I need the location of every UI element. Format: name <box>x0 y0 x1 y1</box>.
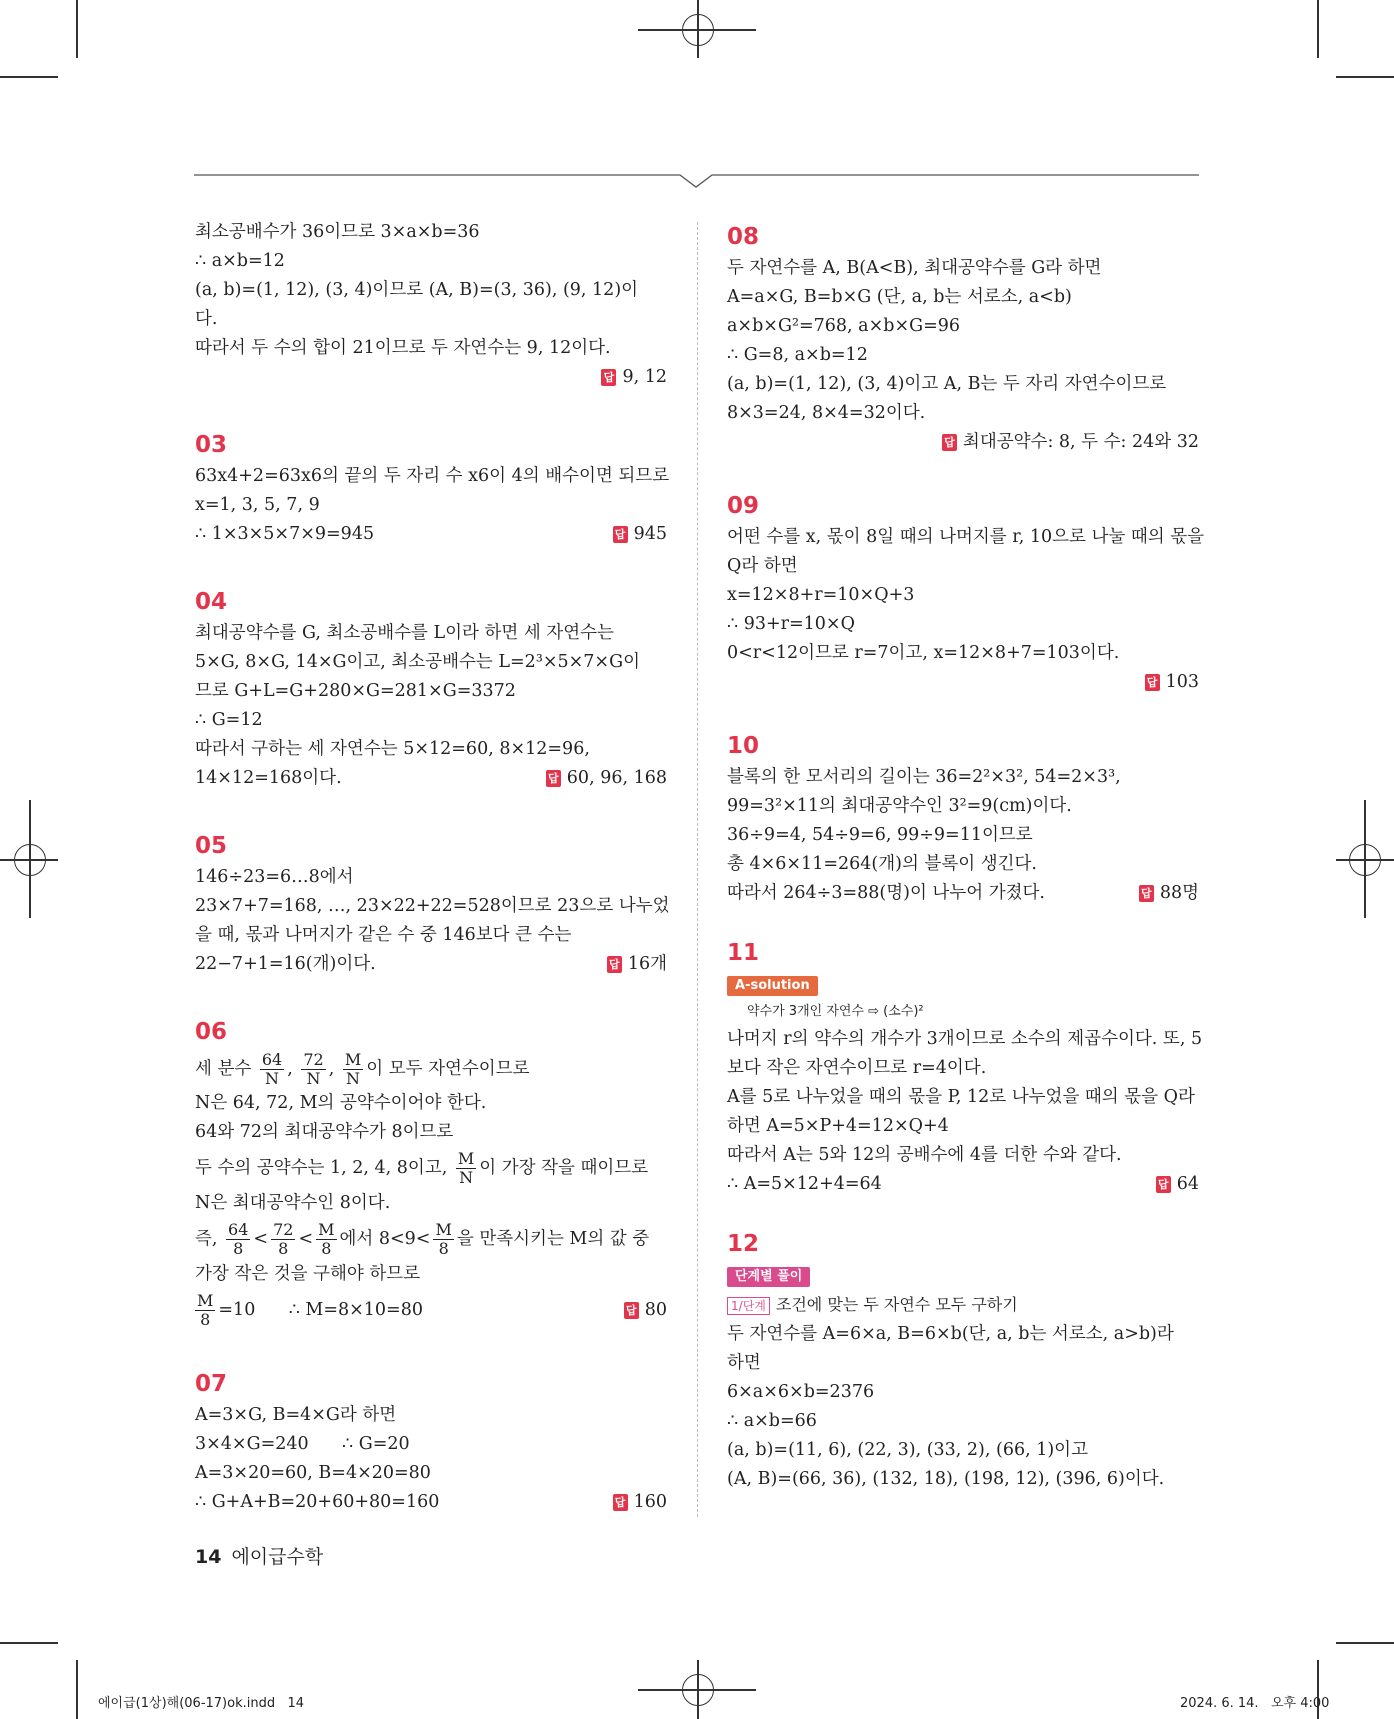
text-line: a×b×G²=768, a×b×G=96 <box>727 316 961 336</box>
answer-mark-icon: 답 <box>613 526 628 543</box>
problem-number: 03 <box>195 432 228 458</box>
solution-02-continued <box>195 218 667 392</box>
fraction <box>316 1221 336 1258</box>
a-solution-tag: A-solution <box>727 976 818 996</box>
fraction <box>301 1051 325 1088</box>
solution-05 <box>195 831 670 979</box>
text-line: 다. <box>195 309 218 329</box>
numerator: 64 <box>228 1220 249 1239</box>
text-line: 따라서 264÷3=88(명)이 나누어 가졌다. <box>727 883 1045 903</box>
answer-mark-icon: 답 <box>607 956 622 973</box>
text-line: 8×3=24, 8×4=32이다. <box>727 403 926 423</box>
left-column <box>195 218 670 1555</box>
text-line: 두 자연수를 A=6×a, B=6×b(단, a, b는 서로소, a>b)라 <box>727 1324 1174 1344</box>
step-text: 조건에 맞는 두 자연수 모두 구하기 <box>775 1295 1018 1314</box>
text-line: x=1, 3, 5, 7, 9 <box>195 495 320 515</box>
text-fragment: 세 분수 <box>195 1059 252 1079</box>
solution-11 <box>727 938 1203 1199</box>
text-line: 3×4×G=240 ∴ G=20 <box>195 1434 410 1454</box>
text-line: 세 분수 $\frac{64}{N}$ , $\frac{72}{N}$ , $\frac{M}{N}$ 이 모두 자연수이므로 <box>195 1050 530 1088</box>
numerator: 72 <box>303 1050 324 1069</box>
text-line: 5×G, 8×G, 14×G이고, 최소공배수는 L=2³×5×7×G이 <box>195 652 640 672</box>
registration-mark-icon <box>682 14 714 46</box>
answer-mark-icon: 답 <box>942 434 957 451</box>
text-line: 총 4×6×11=264(개)의 블록이 생긴다. <box>727 854 1037 874</box>
crop-mark <box>0 76 58 78</box>
print-slug-file: 에이급(1상)해(06-17)ok.indd 14 <box>98 1696 305 1711</box>
registration-mark-icon <box>1349 844 1381 876</box>
fraction <box>271 1221 295 1258</box>
text-line: ∴ A=5×12+4=64 <box>727 1174 882 1194</box>
denominator: 8 <box>438 1239 449 1258</box>
step-word: 단계 <box>742 1299 766 1313</box>
problem-number: 11 <box>727 940 760 966</box>
numerator: 72 <box>273 1220 294 1239</box>
text-line: (a, b)=(1, 12), (3, 4)이므로 (A, B)=(3, 36), (9, 12)이 <box>195 280 639 300</box>
denominator: 8 <box>278 1239 289 1258</box>
fraction <box>226 1221 250 1258</box>
text-line: A=3×G, B=4×G라 하면 <box>195 1405 397 1425</box>
text-line: 따라서 A는 5와 12의 공배수에 4를 더한 수와 같다. <box>727 1145 1122 1165</box>
text-line: 보다 작은 자연수이므로 r=4이다. <box>727 1058 987 1078</box>
text-fragment: < <box>298 1229 314 1249</box>
step-heading <box>727 1290 1199 1320</box>
text-line: A=a×G, B=b×G (단, a, b는 서로소, a<b) <box>727 287 1072 307</box>
numerator: M <box>197 1291 214 1310</box>
text-fragment: 즉, <box>195 1229 218 1249</box>
answer-value: 945 <box>633 524 667 544</box>
text-line: 따라서 두 수의 합이 21이므로 두 자연수는 9, 12이다. <box>195 338 611 358</box>
text-line: 최소공배수가 36이므로 3×a×b=36 <box>195 222 480 242</box>
registration-mark-icon <box>14 844 46 876</box>
problem-number: 10 <box>727 733 760 759</box>
header-rule <box>194 168 1199 190</box>
text-line <box>195 1218 667 1260</box>
text-fragment: 을 만족시키는 M의 값 중 <box>456 1229 650 1249</box>
solution-09 <box>727 491 1205 697</box>
solution-06 <box>195 1017 667 1331</box>
text-line: N은 64, 72, M의 공약수이어야 한다. <box>195 1093 487 1113</box>
answer-value: 최대공약수: 8, 두 수: 24와 32 <box>962 432 1199 452</box>
answer-value: 60, 96, 168 <box>566 768 667 788</box>
numerator: 64 <box>261 1050 283 1069</box>
book-title: 에이급수학 <box>231 1546 324 1568</box>
fraction <box>195 1292 215 1329</box>
answer-row <box>195 520 667 549</box>
crop-mark <box>76 1660 78 1719</box>
answer-mark-icon: 답 <box>1139 885 1154 902</box>
text-line: 0<r<12이므로 r=7이고, x=12×8+7=103이다. <box>727 643 1120 663</box>
text-line: 따라서 구하는 세 자연수는 5×12=60, 8×12=96, <box>195 739 590 759</box>
answer-mark-icon: 답 <box>1145 674 1160 691</box>
denominator: 8 <box>233 1239 244 1258</box>
text-line: 36÷9=4, 54÷9=6, 99÷9=11이므로 <box>727 825 1033 845</box>
answer <box>1139 879 1199 908</box>
text-line: 두 자연수를 A, B(A<B), 최대공약수를 G라 하면 <box>727 258 1102 278</box>
text-fragment: 에서 8<9< <box>339 1229 431 1249</box>
text-fragment: =10 ∴ M=8×10=80 <box>218 1300 423 1320</box>
crop-mark <box>76 0 78 58</box>
text-line: 14×12=168이다. <box>195 768 342 788</box>
solution-10 <box>727 731 1199 908</box>
registration-mark-icon <box>682 1674 714 1706</box>
answer-mark-icon: 답 <box>613 1494 628 1511</box>
text-line: 가장 작은 것을 구해야 하므로 <box>195 1264 421 1284</box>
text-line: 하면 A=5×P+4=12×Q+4 <box>727 1116 949 1136</box>
crop-mark <box>1336 1642 1394 1644</box>
answer-mark-icon: 답 <box>624 1302 639 1319</box>
answer <box>546 764 667 793</box>
answer-value: 9, 12 <box>622 367 667 387</box>
fraction <box>343 1051 363 1088</box>
fraction <box>456 1150 476 1187</box>
denominator: N <box>265 1069 280 1088</box>
text-line <box>195 1147 667 1189</box>
hint-line: 약수가 3개인 자연수 ⇨ (소수)² <box>747 1004 924 1019</box>
denominator: N <box>459 1168 474 1187</box>
answer-mark-icon: 답 <box>601 369 616 386</box>
text-line: A=3×20=60, B=4×20=80 <box>195 1463 431 1483</box>
answer-value: 160 <box>633 1492 667 1512</box>
problem-number: 06 <box>195 1019 228 1045</box>
numerator: M <box>457 1149 475 1168</box>
fraction <box>433 1221 453 1258</box>
answer <box>624 1289 667 1331</box>
text-line: 어떤 수를 x, 몫이 8일 때의 나머지를 r, 10으로 나눌 때의 몫을 <box>727 527 1205 547</box>
solution-04 <box>195 587 667 793</box>
page-number: 14 <box>195 1546 222 1568</box>
text-line: 23×7+7=168, …, 23×22+22=528이므로 23으로 나누었 <box>195 896 670 916</box>
text-line: 을 때, 몫과 나머지가 같은 수 중 146보다 큰 수는 <box>195 925 572 945</box>
text-fragment: 이 가장 작을 때이므로 <box>479 1158 649 1178</box>
problem-number: 08 <box>727 224 760 250</box>
text-line: 6×a×6×b=2376 <box>727 1382 875 1402</box>
fraction <box>260 1051 284 1088</box>
crop-mark <box>1317 0 1319 58</box>
text-line: ∴ G=8, a×b=12 <box>727 345 868 365</box>
text-line: 99=3²×11의 최대공약수인 3²=9(cm)이다. <box>727 796 1072 816</box>
text-line <box>195 1289 423 1331</box>
crop-mark <box>1336 76 1394 78</box>
solution-08 <box>727 222 1199 457</box>
denominator: N <box>346 1069 361 1088</box>
problem-number: 12 <box>727 1231 760 1257</box>
answer-mark-icon: 답 <box>1156 1176 1171 1193</box>
print-slug-date: 2024. 6. 14. 오후 4:00 <box>1180 1696 1330 1711</box>
solution-07 <box>195 1369 667 1517</box>
page-footer <box>195 1542 323 1569</box>
answer-mark-icon: 답 <box>546 770 561 787</box>
text-line: ∴ a×b=12 <box>195 251 285 271</box>
answer-row <box>195 764 667 793</box>
numerator: M <box>344 1050 362 1069</box>
text-line: 나머지 r의 약수의 개수가 3개이므로 소수의 제곱수이다. 또, 5 <box>727 1029 1203 1049</box>
answer-row <box>195 1289 667 1331</box>
numerator: M <box>318 1220 335 1239</box>
text-line: 블록의 한 모서리의 길이는 36=2²×3², 54=2×3³, <box>727 767 1121 787</box>
text-line: ∴ 1×3×5×7×9=945 <box>195 524 375 544</box>
text-line: 22−7+1=16(개)이다. <box>195 954 376 974</box>
text-line: (A, B)=(66, 36), (132, 18), (198, 12), (396, 6)이다. <box>727 1469 1165 1489</box>
text-line: 64와 72의 최대공약수가 8이므로 <box>195 1122 454 1142</box>
problem-number: 07 <box>195 1371 228 1397</box>
denominator: N <box>306 1069 321 1088</box>
step-solution-tag: 단계별 풀이 <box>727 1267 810 1287</box>
text-line: 146÷23=6…8에서 <box>195 867 354 887</box>
answer-row <box>727 879 1199 908</box>
text-line: ∴ G=12 <box>195 710 263 730</box>
column-divider <box>697 222 698 1517</box>
answer-value: 103 <box>1165 672 1199 692</box>
text-fragment: < <box>253 1229 269 1249</box>
answer <box>613 520 667 549</box>
problem-number: 09 <box>727 493 760 519</box>
text-fragment: 이 모두 자연수이므로 <box>366 1059 530 1079</box>
answer-value: 88명 <box>1159 883 1199 903</box>
answer-value: 64 <box>1176 1174 1199 1194</box>
answer <box>613 1488 667 1517</box>
text-line: ∴ 93+r=10×Q <box>727 614 855 634</box>
answer-row <box>727 1170 1199 1199</box>
text-line: A를 5로 나누었을 때의 몫을 P, 12로 나누었을 때의 몫을 Q라 <box>727 1087 1195 1107</box>
problem-number: 05 <box>195 833 228 859</box>
solution-03 <box>195 430 670 549</box>
text-line: x=12×8+r=10×Q+3 <box>727 585 915 605</box>
right-column <box>727 222 1205 1494</box>
text-line: (a, b)=(11, 6), (22, 3), (33, 2), (66, 1)이고 <box>727 1440 1088 1460</box>
text-line: 하면 <box>727 1353 761 1373</box>
denominator: 8 <box>200 1310 211 1329</box>
step-label: 1/단계 <box>727 1297 770 1315</box>
answer <box>727 668 1199 697</box>
answer-value: 80 <box>644 1300 667 1320</box>
answer <box>195 363 667 392</box>
answer-value: 16개 <box>627 954 667 974</box>
denominator: 8 <box>321 1239 332 1258</box>
numerator: M <box>435 1220 452 1239</box>
text-line: 63x4+2=63x6의 끝의 두 자리 수 x6이 4의 배수이면 되므로 <box>195 466 670 486</box>
answer-row <box>195 950 667 979</box>
crop-mark <box>0 1642 58 1644</box>
text-line: 최대공약수를 G, 최소공배수를 L이라 하면 세 자연수는 <box>195 623 614 643</box>
text-line: Q라 하면 <box>727 556 798 576</box>
step-number: 1 <box>731 1299 739 1313</box>
answer <box>607 950 667 979</box>
answer-row <box>195 1488 667 1517</box>
text-fragment: 두 수의 공약수는 1, 2, 4, 8이고, <box>195 1158 448 1178</box>
text-line: (a, b)=(1, 12), (3, 4)이고 A, B는 두 자리 자연수이므로 <box>727 374 1167 394</box>
text-line: N은 최대공약수인 8이다. <box>195 1193 391 1213</box>
problem-number: 04 <box>195 589 228 615</box>
solution-12 <box>727 1229 1199 1494</box>
text-line: ∴ a×b=66 <box>727 1411 817 1431</box>
text-line: 므로 G+L=G+280×G=281×G=3372 <box>195 681 516 701</box>
answer <box>1156 1170 1199 1199</box>
text-line: ∴ G+A+B=20+60+80=160 <box>195 1492 440 1512</box>
answer <box>727 428 1199 457</box>
